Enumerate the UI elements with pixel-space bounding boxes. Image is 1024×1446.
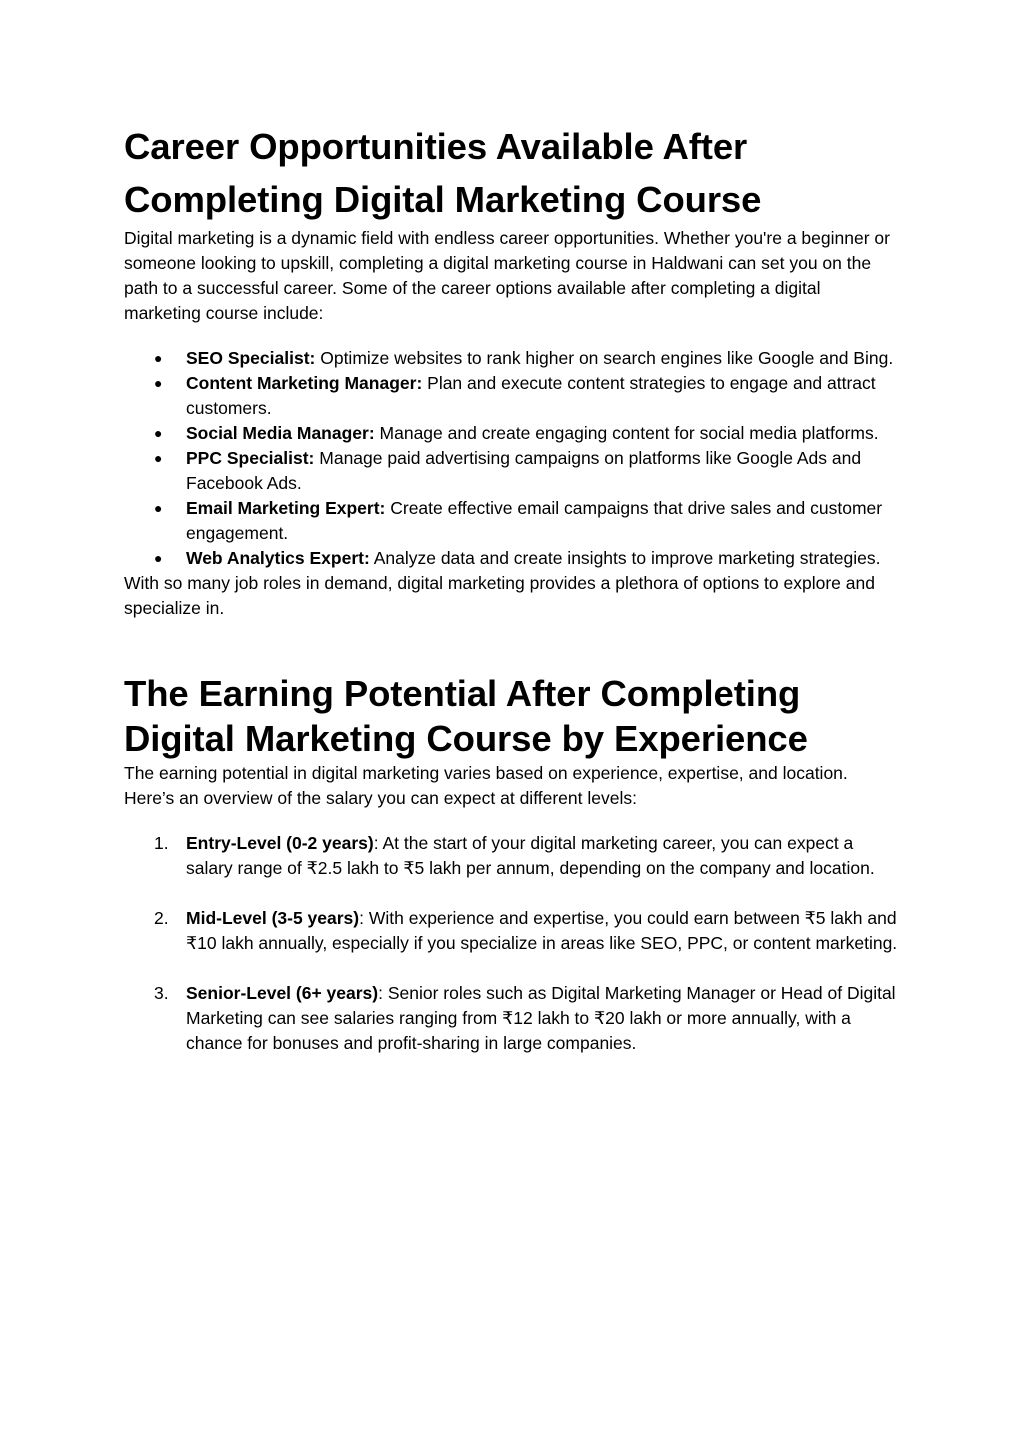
bullet-icon: ● [154,550,163,566]
career-description: Optimize websites to rank higher on search engines like Google and Bing. [315,348,894,368]
career-title: Email Marketing Expert: [186,498,386,518]
bullet-icon: ● [154,500,163,516]
list-item [124,981,900,1056]
career-description: Create effective email campaigns that drive sales and customer engagement. [186,498,883,543]
salary-levels-list [124,831,900,1056]
career-description: Manage paid advertising campaigns on platforms like Google Ads and Facebook Ads. [186,448,862,493]
level-description: : At the start of your digital marketing career, you can expect a salary range of ₹2.5 lakh to ₹5 lakh per annum, depending on the company and location. [186,833,875,878]
career-title: PPC Specialist: [186,448,315,468]
section-heading-career-opportunities: Career Opportunities Available After Completing Digital Marketing Course [124,126,762,220]
list-item [124,906,900,956]
list-item [124,496,900,546]
bullet-icon: ● [154,350,163,366]
career-title: SEO Specialist: [186,348,316,368]
career-title: Web Analytics Expert: [186,548,370,568]
list-number: 3. [154,983,169,1003]
list-number: 2. [154,908,169,928]
level-title: Mid-Level (3-5 years) [186,908,360,928]
list-item [124,446,900,496]
bullet-icon: ● [154,375,163,391]
level-description: : Senior roles such as Digital Marketing Manager or Head of Digital Marketing can see salaries ranging from ₹12 lakh to ₹20 lakh or more annually, with a chance for bonuses and profit-sharing in large companies. [186,983,896,1053]
career-description: Manage and create engaging content for social media platforms. [374,423,879,443]
list-item [124,546,900,571]
list-item [124,371,900,421]
bullet-icon: ● [154,425,163,441]
career-description: Analyze data and create insights to improve marketing strategies. [369,548,881,568]
level-description: : With experience and expertise, you could earn between ₹5 lakh and ₹10 lakh annually, especially if you specialize in areas like SEO, PPC, or content marketing. [186,908,898,953]
career-description: Plan and execute content strategies to engage and attract customers. [186,373,876,418]
list-number: 1. [154,833,169,853]
career-title: Social Media Manager: [186,423,375,443]
career-options-list [124,346,900,571]
list-item [124,421,900,446]
career-intro-paragraph: Digital marketing is a dynamic field with endless career opportunities. Whether you're a beginner or someone looking to upskill, completing a digital marketing course in Haldwani can set you on the path to a successful career. Some of the career options available after completing a digital marketing course include: [124,228,890,323]
list-item [124,346,900,371]
list-item [124,831,900,881]
earning-intro-paragraph: The earning potential in digital marketing varies based on experience, expertise, and location. Here’s an overview of the salary you can expect at different levels: [124,763,848,808]
document-page [124,120,900,1081]
section-heading-earning-potential: The Earning Potential After Completing Digital Marketing Course by Experience [124,673,808,759]
level-title: Senior-Level (6+ years) [186,983,379,1003]
career-title: Content Marketing Manager: [186,373,423,393]
bullet-icon: ● [154,450,163,466]
level-title: Entry-Level (0-2 years) [186,833,374,853]
career-closing-paragraph: With so many job roles in demand, digital marketing provides a plethora of options to explore and specialize in. [124,573,875,618]
